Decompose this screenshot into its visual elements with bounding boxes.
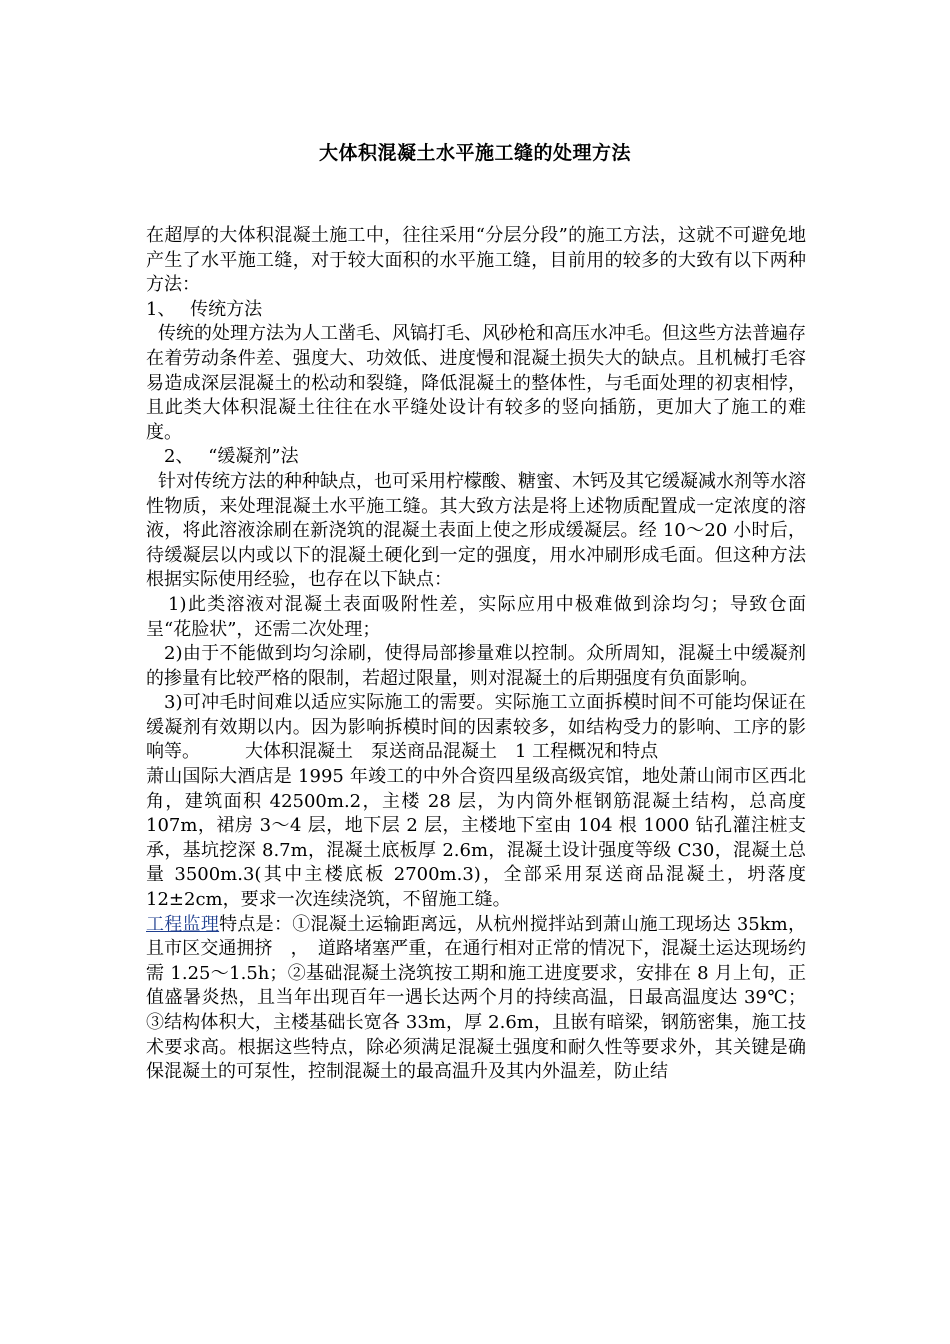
traditional-method-paragraph: 传统的处理方法为人工凿毛、风镐打毛、风砂枪和高压水冲毛。但这些方法普遍存在着劳动条件差、强度大、功效低、进度慢和混凝土损失大的缺点。且机械打毛容易造成深层混凝土的松动和裂缝，降低混凝土的整体性，与毛面处理的初衷相悖，且此类大体积混凝土往往在水平缝处设计有较多的竖向插筋，更加大了施工的难度。 <box>146 323 806 443</box>
project-features-paragraph <box>146 913 806 1085</box>
intro-paragraph: 在超厚的大体积混凝土施工中，往往采用“分层分段”的施工方法，这就不可避免地产生了水平施工缝，对于较大面积的水平施工缝，目前用的较多的大致有以下两种方法： <box>146 225 806 296</box>
section-heading-traditional: 1、 传统方法 <box>146 298 263 320</box>
section-heading-retarder: 2、 “缓凝剂”法 <box>164 446 299 468</box>
drawback-item-3: 3)可冲毛时间难以适应实际施工的需要。实际施工立面拆模时间不可能均保证在缓凝剂有效期以内。因为影响拆模时间的因素较多，如结构受力的影响、工序的影响等。 大体积混凝土 泵送商品混凝土 1 工程概况和特点 <box>146 692 806 763</box>
document-body <box>146 224 806 1085</box>
page-title: 大体积混凝土水平施工缝的处理方法 <box>318 142 631 164</box>
engineering-supervision-link[interactable]: 工程监理 <box>146 913 220 935</box>
project-features-text: 特点是：①混凝土运输距离远，从杭州搅拌站到萧山施工现场达 35km，且市区交通拥挤 ， 道路堵塞严重，在通行相对正常的情况下，混凝土运达现场约需 1.25～1.5h；②基础混凝土浇筑按工期和施工进度要求，安排在 8 月上旬，正值盛暑炎热，且当年出现百年一遇长达两个月的持续高温，日最高温度达 39℃；③结构体积大，主楼基础长宽各 33m，厚 2.6m，且嵌有暗梁，钢筋密集，施工技术要求高。根据这些特点，除必须满足混凝土强度和耐久性等要求外，其关键是确保混凝土的可泵性，控制混凝土的最高温升及其内外温差，防止结 <box>146 913 806 1083</box>
retarder-method-paragraph: 针对传统方法的种种缺点，也可采用柠檬酸、糖蜜、木钙及其它缓凝减水剂等水溶性物质，来处理混凝土水平施工缝。其大致方法是将上述物质配置成一定浓度的溶液，将此溶液涂刷在新浇筑的混凝土表面上使之形成缓凝层。经 10～20 小时后，待缓凝层以内或以下的混凝土硬化到一定的强度，用水冲刷形成毛面。但这种方法根据实际使用经验，也存在以下缺点： <box>146 470 806 591</box>
drawback-item-1: 1)此类溶液对混凝土表面吸附性差，实际应用中极难做到涂均匀；导致仓面呈“花脸状”，还需二次处理； <box>146 593 806 640</box>
drawback-item-2: 2)由于不能做到均匀涂刷，使得局部掺量难以控制。众所周知，混凝土中缓凝剂的掺量有比较严格的限制，若超过限量，则对混凝土的后期强度有负面影响。 <box>146 643 806 689</box>
project-overview-paragraph: 萧山国际大酒店是 1995 年竣工的中外合资四星级高级宾馆，地处萧山闹市区西北角，建筑面积 42500m.2，主楼 28 层，为内筒外框钢筋混凝土结构，总高度 107m，裙房 3～4 层，地下层 2 层，主楼地下室由 104 根 1000 钻孔灌注桩支承，基坑挖深 8.7m，混凝土底板厚 2.6m，混凝土设计强度等级 C30，混凝土总量 3500m.3(其中主楼底板 2700m.3)，全部采用泵送商品混凝土，坍落度 12±2cm，要求一次连续浇筑，不留施工缝。 <box>146 766 806 911</box>
